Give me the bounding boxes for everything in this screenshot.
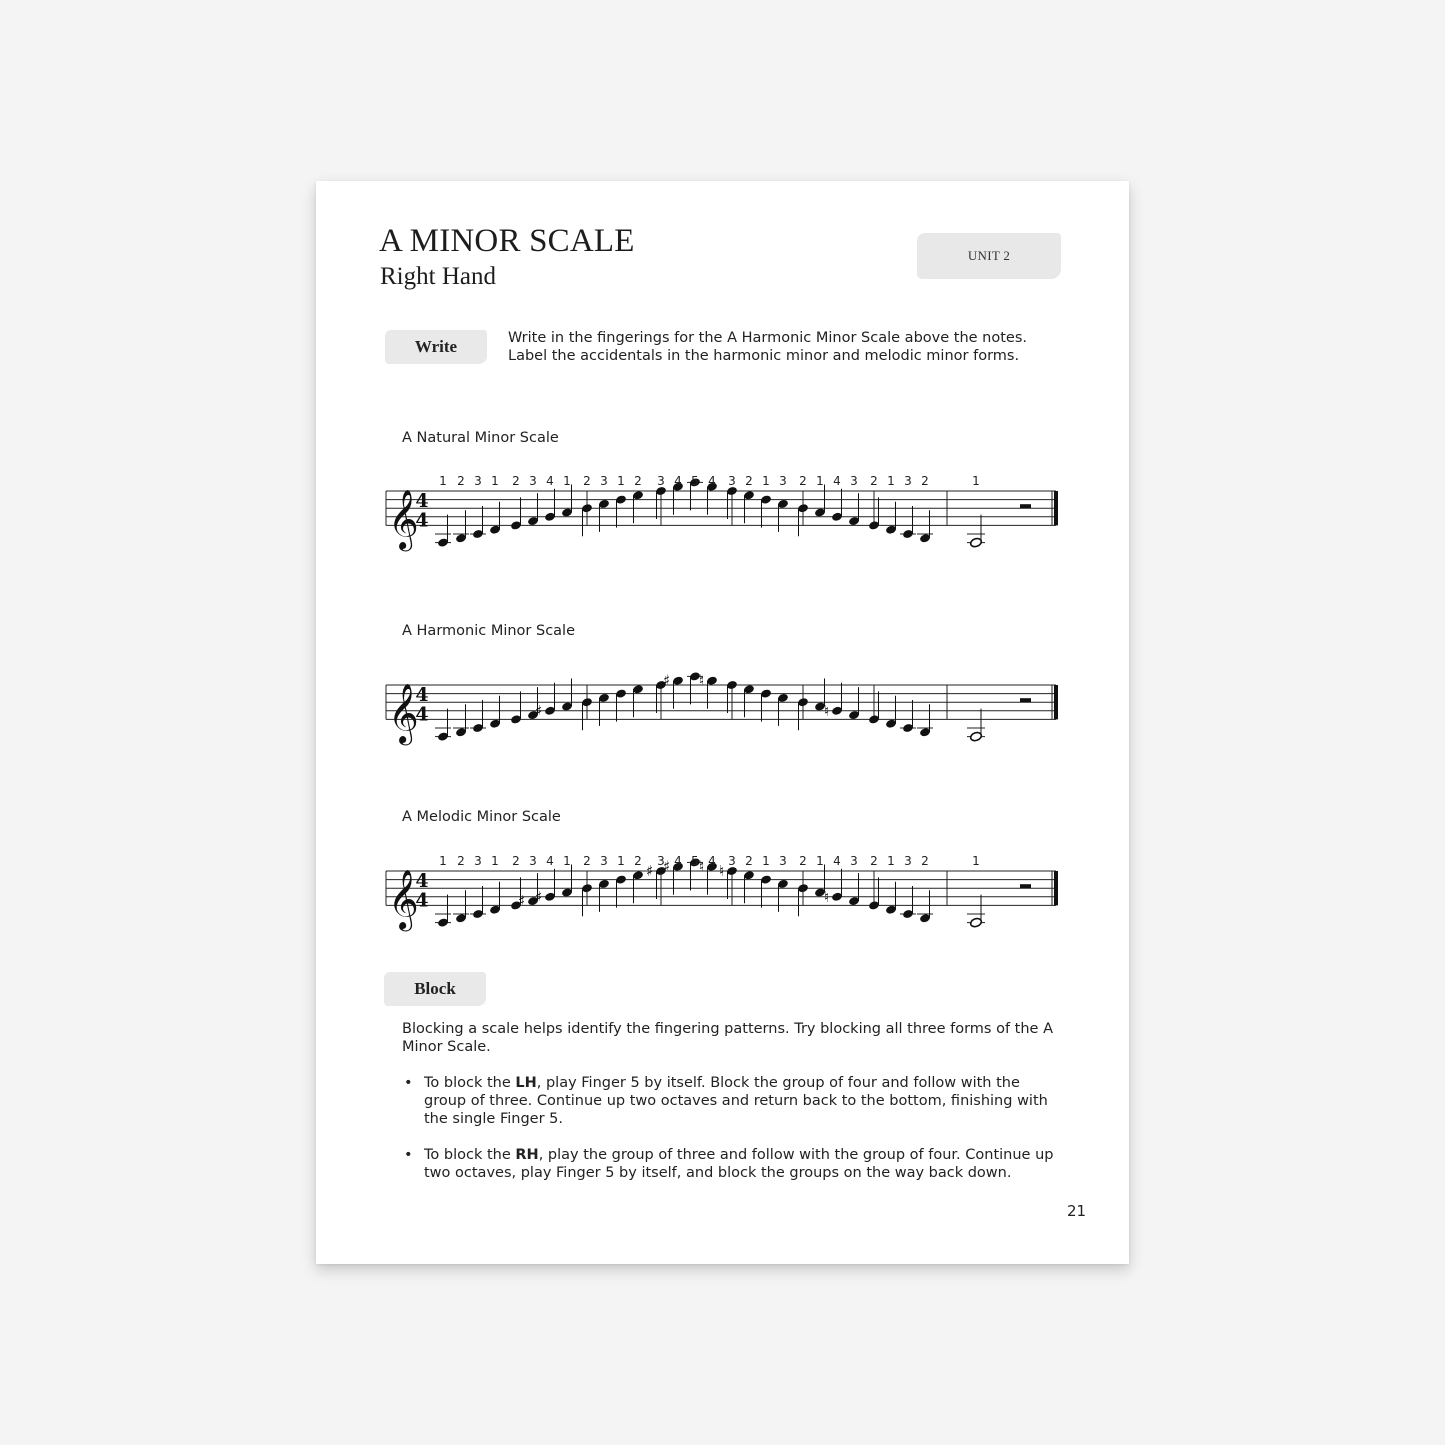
write-instructions: [508, 329, 1068, 365]
fingering-number: 1: [563, 854, 571, 868]
block-bullet-list: [402, 1074, 1062, 1200]
bullet-dot: •: [404, 1147, 413, 1163]
bullet-text-pre: To block the: [424, 1147, 516, 1163]
natural-sign-icon: ♮: [699, 857, 705, 876]
fingering-number: 1: [491, 854, 499, 868]
bullet-text-pre: To block the: [424, 1075, 516, 1091]
time-signature-top: 4: [415, 870, 429, 893]
sharp-icon: ♯: [535, 701, 543, 720]
time-signature-bottom: 4: [415, 703, 429, 726]
fingering-number: 1: [762, 474, 770, 488]
fingering-number: 4: [833, 854, 841, 868]
fingering-number: 3: [474, 854, 482, 868]
fingering-number: 2: [583, 474, 591, 488]
fingering-number: 2: [870, 854, 878, 868]
block-bullet-rh: [402, 1146, 1062, 1182]
treble-clef-icon: 𝄞: [388, 869, 419, 930]
melodic-minor-staff: [376, 841, 1076, 941]
fingering-number: 3: [779, 854, 787, 868]
natural-sign-icon: ♮: [719, 862, 725, 880]
block-tag: Block: [384, 972, 486, 1006]
fingering-number: 1: [491, 474, 499, 488]
fingering-number: 1: [887, 474, 895, 488]
fingering-number: 2: [634, 854, 642, 868]
fingering-number: 3: [657, 474, 665, 488]
fingering-number: 3: [904, 474, 912, 488]
fingering-number: 2: [870, 474, 878, 488]
natural-minor-label: A Natural Minor Scale: [402, 430, 559, 446]
workbook-page: [316, 181, 1129, 1264]
fingering-number: 4: [708, 854, 716, 868]
fingering-number: 1: [972, 474, 980, 488]
fingering-number: 3: [850, 474, 858, 488]
time-signature-bottom: 4: [415, 509, 429, 532]
unit-badge: UNIT 2: [917, 233, 1061, 279]
bullet-bold-lh: LH: [515, 1075, 537, 1091]
fingering-number: 3: [728, 474, 736, 488]
harmonic-minor-label: A Harmonic Minor Scale: [402, 623, 576, 639]
write-instruction-line-1: Write in the fingerings for the A Harmonic Minor Scale above the notes.: [508, 330, 1027, 346]
final-barline-thick: [1054, 491, 1058, 525]
treble-clef-icon: 𝄞: [388, 489, 419, 550]
fingering-number: 1: [563, 474, 571, 488]
fingering-number: 3: [474, 474, 482, 488]
fingering-number: 1: [762, 854, 770, 868]
sharp-icon: ♯: [646, 862, 654, 880]
final-barline-thick: [1054, 871, 1058, 905]
natural-sign-icon: ♮: [824, 701, 830, 720]
fingering-number: 1: [816, 474, 824, 488]
fingering-number: 2: [799, 854, 807, 868]
fingering-number: 3: [850, 854, 858, 868]
final-barline-thick: [1054, 685, 1058, 719]
fingering-number: 3: [529, 854, 537, 868]
fingering-number: 2: [583, 854, 591, 868]
fingering-number: 1: [972, 854, 980, 868]
fingering-number: 4: [674, 854, 682, 868]
bullet-dot: •: [404, 1075, 413, 1091]
time-signature-top: 4: [415, 684, 429, 707]
sharp-icon: ♯: [535, 887, 543, 906]
fingering-number: 2: [921, 474, 929, 488]
fingering-number: 4: [546, 474, 554, 488]
fingering-number: 4: [833, 474, 841, 488]
bullet-bold-rh: RH: [515, 1147, 539, 1163]
fingering-number: 3: [600, 854, 608, 868]
fingering-number: 3: [657, 854, 665, 868]
bullet-text-post: , play the group of three and follow with the group of four. Continue up two octaves, play Finger 5 by itself, and block the groups on the way back down.: [424, 1147, 1054, 1181]
fingering-number: 1: [617, 474, 625, 488]
bullet-text-post: , play Finger 5 by itself. Block the group of four and follow with the group of three. Continue up two octaves and return back to the bottom, finishing with the single Finger 5.: [424, 1075, 1048, 1127]
block-bullet-lh: [402, 1074, 1062, 1128]
page-number: 21: [1067, 1202, 1087, 1220]
fingering-number: 1: [439, 854, 447, 868]
fingering-number: 4: [546, 854, 554, 868]
fingering-number: 3: [728, 854, 736, 868]
fingering-number: 1: [816, 854, 824, 868]
natural-minor-staff: [376, 461, 1076, 561]
half-rest-icon: [1020, 698, 1031, 702]
fingering-number: 2: [512, 854, 520, 868]
fingering-number: 5: [691, 854, 699, 868]
fingering-number: 1: [439, 474, 447, 488]
harmonic-minor-staff: [376, 655, 1076, 755]
fingering-number: 2: [799, 474, 807, 488]
write-instruction-line-2: Label the accidentals in the harmonic minor and melodic minor forms.: [508, 348, 1020, 364]
page-subtitle: Right Hand: [380, 263, 496, 290]
fingering-number: 2: [512, 474, 520, 488]
fingering-number: 2: [921, 854, 929, 868]
page-title: A MINOR SCALE: [379, 223, 635, 259]
treble-clef-icon: 𝄞: [388, 683, 419, 744]
fingering-number: 4: [708, 474, 716, 488]
natural-sign-icon: ♮: [824, 887, 830, 906]
fingering-number: 1: [617, 854, 625, 868]
fingering-number: 2: [457, 474, 465, 488]
fingering-number: 1: [887, 854, 895, 868]
fingering-number: 3: [904, 854, 912, 868]
fingering-number: 5: [691, 474, 699, 488]
time-signature-bottom: 4: [415, 889, 429, 912]
sharp-icon: ♯: [518, 892, 526, 911]
half-rest-icon: [1020, 504, 1031, 508]
fingering-number: 2: [745, 854, 753, 868]
fingering-number: 2: [745, 474, 753, 488]
sharp-icon: ♯: [663, 671, 671, 690]
melodic-minor-label: A Melodic Minor Scale: [402, 809, 561, 825]
block-intro: Blocking a scale helps identify the fingering patterns. Try blocking all three forms of the A Minor Scale.: [402, 1021, 1053, 1055]
time-signature-top: 4: [415, 490, 429, 513]
write-tag: Write: [385, 330, 487, 364]
half-rest-icon: [1020, 884, 1031, 888]
fingering-number: 3: [779, 474, 787, 488]
fingering-number: 2: [634, 474, 642, 488]
fingering-number: 3: [529, 474, 537, 488]
fingering-number: 2: [457, 854, 465, 868]
fingering-number: 3: [600, 474, 608, 488]
natural-sign-icon: ♮: [699, 671, 705, 690]
sharp-icon: ♯: [663, 857, 671, 876]
fingering-number: 4: [674, 474, 682, 488]
